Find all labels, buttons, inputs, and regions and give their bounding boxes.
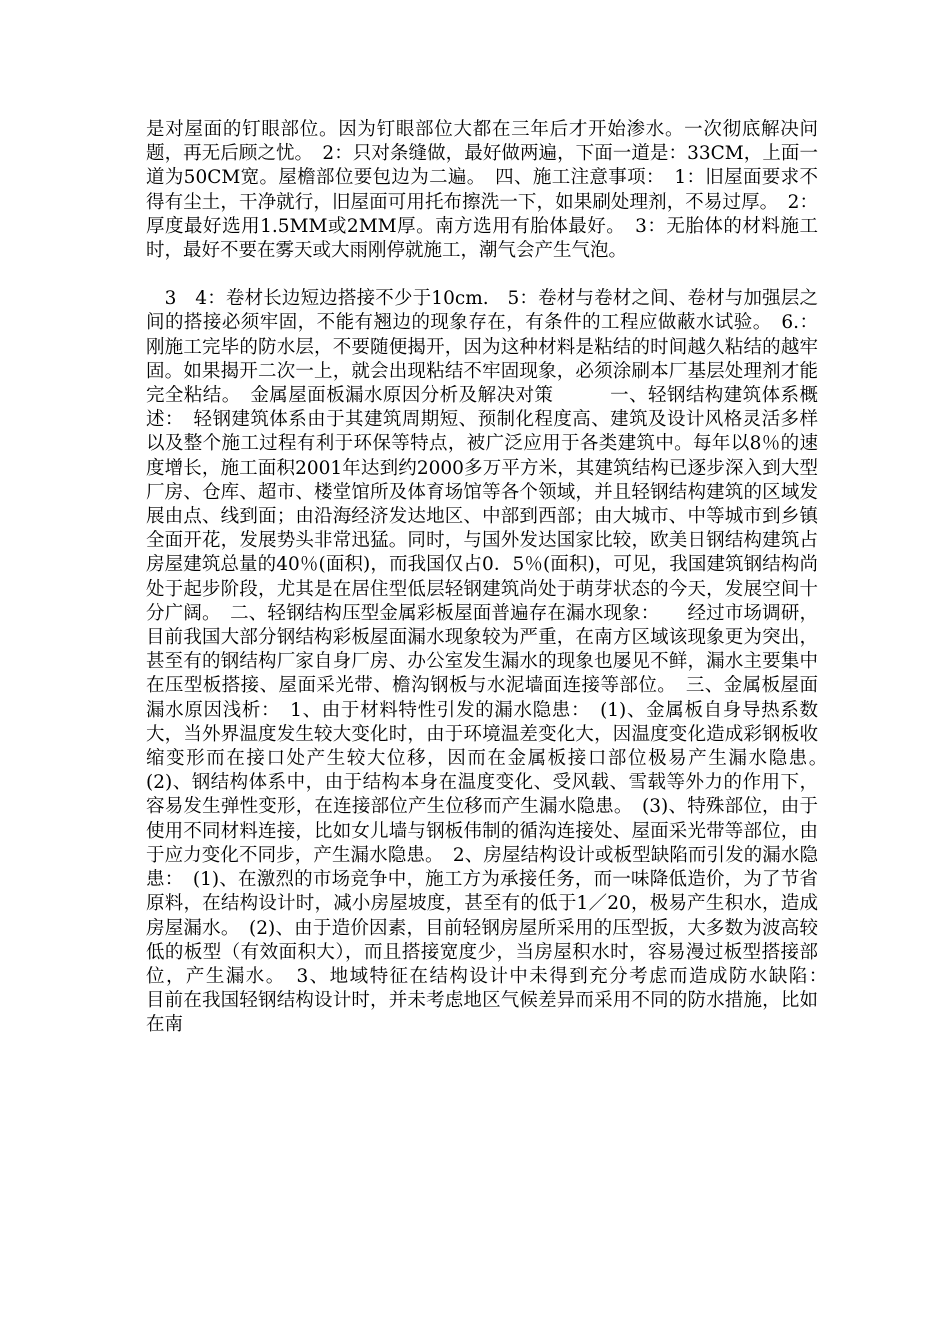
document-body bbox=[146, 118, 856, 1038]
paragraph-2: 3 4：卷材长边短边搭接不少于10cm. 5：卷材与卷材之间、卷材与加强层之间的搭接必须牢固，不能有翘边的现象存在，有条件的工程应做蔽水试验。 6.：刚施工完毕的防水层，不要随便揭开，因为这种材料是粘结的时间越久粘结的越牢固。如果揭开二次一上，就会出现粘结不牢固现象，必须涂刷本厂基层处理剂才能完全粘结。 金属屋面板漏水原因分析及解决对策 一、轻钢结构建筑体系概述： 轻钢建筑体系由于其建筑周期短、预制化程度高、建筑及设计风格灵活多样以及整个施工过程有利于环保等特点，被广泛应用于各类建筑中。每年以8％的速度增长，施工面积2001年达到约2000多万平方米，其建筑结构已逐步深入到大型厂房、仓库、超市、楼堂馆所及体育场馆等各个领域，并且轻钢结构建筑的区域发展由点、线到面；由沿海经济发达地区、中部到西部；由大城市、中等城市到乡镇全面开花，发展势头非常迅猛。同时，与国外发达国家比较，欧美日钢结构建筑占房屋建筑总量的40％(面积)，而我国仅占0．5％(面积)，可见，我国建筑钢结构尚处于起步阶段，尤其是在居住型低层轻钢建筑尚处于萌芽状态的今天，发展空间十分广阔。 二、轻钢结构压型金属彩板屋面普遍存在漏水现象： 经过市场调研，目前我国大部分钢结构彩板屋面漏水现象较为严重，在南方区域该现象更为突出，甚至有的钢结构厂家自身厂房、办公室发生漏水的现象也屡见不鲜，漏水主要集中在压型板搭接、屋面采光带、檐沟钢板与水泥墙面连接等部位。 三、金属板屋面漏水原因浅析： 1、由于材料特性引发的漏水隐患： (1)、金属板自身导热系数大，当外界温度发生较大变化时，由于环境温差变化大，因温度变化造成彩钢板收缩变形而在接口处产生较大位移，因而在金属板接口部位极易产生漏水隐患。 (2)、钢结构体系中，由于结构本身在温度变化、受风载、雪载等外力的作用下，容易发生弹性变形，在连接部位产生位移而产生漏水隐患。 (3)、特殊部位，由于使用不同材料连接，比如女儿墙与钢板伟制的循沟连接处、屋面采光带等部位，由于应力变化不同步，产生漏水隐患。 2、房屋结构设计或板型缺陷而引发的漏水隐患： (1)、在激烈的市场竞争中，施工方为承接任务，而一味降低造价，为了节省原料，在结构设计时，减小房屋坡度，甚至有的低于1／20，极易产生积水，造成房屋漏水。 (2)、由于造价因素，目前轻钢房屋所采用的压型扳，大多数为波高较低的板型（有效面积大），而且搭接宽度少，当房屋积水时，容易漫过板型搭接部位，产生漏水。 3、地域特征在结构设计中未得到充分考虑而造成防水缺陷： 目前在我国轻钢结构设计时，并未考虑地区气候差异而采用不同的防水措施，比如在南 bbox=[146, 288, 856, 1036]
paragraph-1: 是对屋面的钉眼部位。因为钉眼部位大都在三年后才开始渗水。一次彻底解决问题，再无后顾之忧。 2：只对条缝做，最好做两遍，下面一道是：33CM，上面一道为50CM宽。屋檐部位要包边为二遍。 四、施工注意事项： 1：旧屋面要求不得有尘土，干净就行，旧屋面可用托布擦洗一下，如果刷处理剂，不易过厚。 2：厚度最好选用1.5MM或2MM厚。南方选用有胎体最好。 3：无胎体的材料施工时，最好不要在雾天或大雨刚停就施工，潮气会产生气泡。 bbox=[146, 119, 818, 262]
